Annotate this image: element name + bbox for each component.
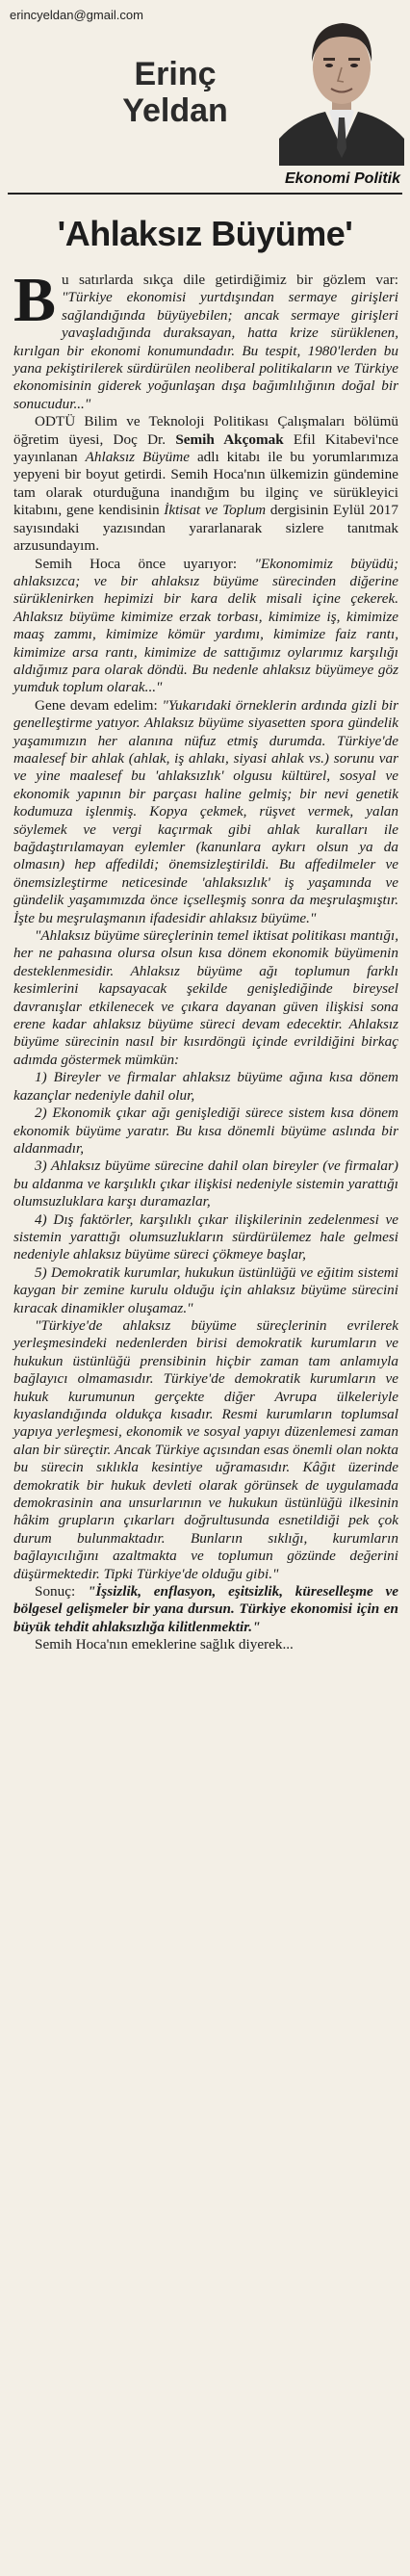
header-divider [8,193,402,195]
list-item: 4) Dış faktörler, karşılıklı çıkar ilişkilerinin zedelenmesi ve sistemin yarattığı olumsuzlukların sürdürülemez hale gelmesi nedeniyle ahlaksız büyüme süreci çökmeye başlar, [13,1210,398,1263]
author-name [89,56,262,129]
list-item: 1) Bireyler ve firmalar ahlaksız büyüme ağına kısa dönem kazançlar nedeniyle dahil olur, [13,1069,398,1104]
paragraph-4: Gene devam edelim: "Yukarıdaki örneklerin ardında gizli bir genelleştirme yatıyor. Ahlaksız büyüme siyasetten spora gündelik yaşamımızın her alanına nüfuz etmiş durumda. Türkiye'de maalesef bir ahlak (ahlak, iş ahlakı, siyasi ahlak vs.) sorunu var ve yine maalesef bu 'ahlaksızlık' olgusu kültürel, sosyal ve ekonomik yapının bir parçası haline gelmiş; bir nevi genetik kodumuza işlenmiş. Kopya çekmek, rüşvet vermek, yalan söylemek ve vergi kaçırmak gibi ahlak kuralları ile bağdaştırılamayan eylemler (kanunlara aykırı olsun ya da olmasın) hep affedildi; önemsizleştirildi. Bu affedilmeler ve önemsizleştirme neticesinde 'ahlaksızlık' iş yaşamında ve gündelik yaşamımızda önce içselleşmiş sonra da meşrulaşmıştır. İşte bu meşrulaşmanın ifadesidir ahlaksız büyüme." [13,696,399,926]
paragraph-8: Semih Hoca'nın emeklerine sağlık diyerek... [35,1636,294,1653]
author-email[interactable]: erincyeldan@gmail.com [10,8,143,22]
journal-title: İktisat ve Toplum [164,502,267,519]
book-title: Ahlaksız Büyüme [85,449,190,466]
paragraph-2: ODTÜ Bilim ve Teknoloji Politikası Çalışmaları bölümü öğretim üyesi, Doç Dr. Semih Akçomak Efil Kitabevi'nce yayınlanan Ahlaksız Büyüme adlı kitabı ile bu yorumlarımıza yepyeni bir boyut getirdi. Semih Hoca'nın ülkemizin gündemine tam olarak oturduğuna inandığım bu ilginç ve sürükleyici kitabını, gene kendisinin İktisat ve Toplum dergisinin Eylül 2017 sayısındaki yazısından yararlanarak sizlere tanıtmak arzusundayım. [13,413,398,555]
article-body [13,265,399,1654]
drop-cap: B [13,265,57,335]
column-header [0,0,410,193]
paragraph-3: Semih Hoca önce uyarıyor: "Ekonomimiz büyüdü; ahlaksızca; ve bir ahlaksız büyüme sürecinden diğerine sürüklenirken hepimizi bir kara delik misali içine çekerek. Ahlaksız büyüme kimimize erzak torbası, kimimize iş, kimimize maaş zammı, kimimize kömür yardımı, kimimize faiz rantı, kimimize arsa rantı, kimimize de sattığımız oylarımız karşılığı aldığımız para olarak döndü. Bu nedenle ahlaksız büyümeye göz yumduk toplum olarak..." [13,555,398,696]
column-name: Ekonomi Politik [284,170,400,187]
article-title: 'Ahlaksız Büyüme' [57,214,353,253]
paragraph-6: "Türkiye'de ahlaksız büyüme süreçlerinin evrilerek yerleşmesindeki nedenlerden birisi demokratik kurumların ve hukukun üstünlüğü prensibinin hiçbir zaman tam anlamıyla bağlayıcı olmamasıdır. Türkiye'de demokratik kurumların ve hukuk kurumunun gerçekte diğer Avrupa ülkeleriyle kıyaslandığında oldukça kısadır. Resmi kurumların toplumsal yapıya yerleşmesi, ekonomik ve sosyal yapıyı düzenlemesi zaman alan bir süreçtir. Ancak Türkiye açısından esas önemli olan nokta bu sürecin sıklıkla kesintiye uğramasıdır. Kâğıt üzerinde demokratik bir hukuk devleti olarak görünsek de uygulamada demokrasinin ana unsurlarının ve hukukun üstünlüğü ilkesinin hâkim grupların çıkarları doğrultusunda esnetildiği pek çok durum bulunmaktadır. Bunların sıklığı, kurumların bağlayıcılığını azaltmakta ve toplumun gözünde değerini düşürmektedir. Tipki Türkiye'de olduğu gibi." [13,1316,398,1582]
author-highlight: Semih Akçomak [175,430,284,448]
list-item: 5) Demokratik kurumlar, hukukun üstünlüğü ve eğitim sistemi kaygan bir zemine kurulu olduğu için ahlaksız büyüme sürecini kıracak dinamikler oluşamaz." [13,1263,398,1316]
paragraph-5: "Ahlaksız büyüme süreçlerinin temel iktisat politikası mantığı, her ne pahasına olursa olsun kısa dönem ekonomik büyümenin desteklenmesidir. Ahlaksız büyüme ağı toplumun farklı kesimlerini kapsayacak şekilde genişlediğinde bireysel davranışlar etkilenecek ve çıkara dayanan güven ilişkisi sona erene kadar ahlaksız büyüme süreci devam edecektir. Ahlaksız büyüme sürecinin nasıl bir kısırdöngü içinde evrildiğini birkaç adımda göstermek mümkün: [13,927,398,1068]
author-photo [279,4,404,166]
paragraph-1: Bu satırlarda sıkça dile getirdiğimiz bir gözlem var: "Türkiye ekonomisi yurtdışından sermaye girişleri sağlandığında büyüyebilen; ancak sermaye girişleri yavaşladığında duraksayan, hatta krize sürüklenen, kırılgan bir ekonomi konumundadır. Bu tespit, 1980'lerden bu yana pekiştirilerek sürdürülen neoliberal politikaların ve Türkiye ekonomisinin giderek yoğunlaşan dışa bağımlılığının doğal bir sonucudur..." [13,265,398,412]
list-item: 2) Ekonomik çıkar ağı genişlediği sürece sistem kısa dönem ekonomik büyüme yaratır. Bu kısa dönemli büyüme aslında bir aldanmadır, [13,1105,398,1157]
author-last-name: Yeldan [122,92,228,129]
author-first-name: Erinç [134,56,217,92]
paragraph-7: Sonuç: "İşsizlik, enflasyon, eşitsizlik, küreselleşme ve bölgesel gelişmeler bir yana dursun. Türkiye ekonomisi için en büyük tehdit ahlaksızlığa kilitlenmektir." [13,1583,398,1635]
list-item: 3) Ahlaksız büyüme sürecine dahil olan bireyler (ve firmalar) bu aldanma ve karşılıklı çıkar ilişkisi nedeniyle sistemin yarattığı olumsuzluklara karşı duramazlar, [13,1158,398,1210]
